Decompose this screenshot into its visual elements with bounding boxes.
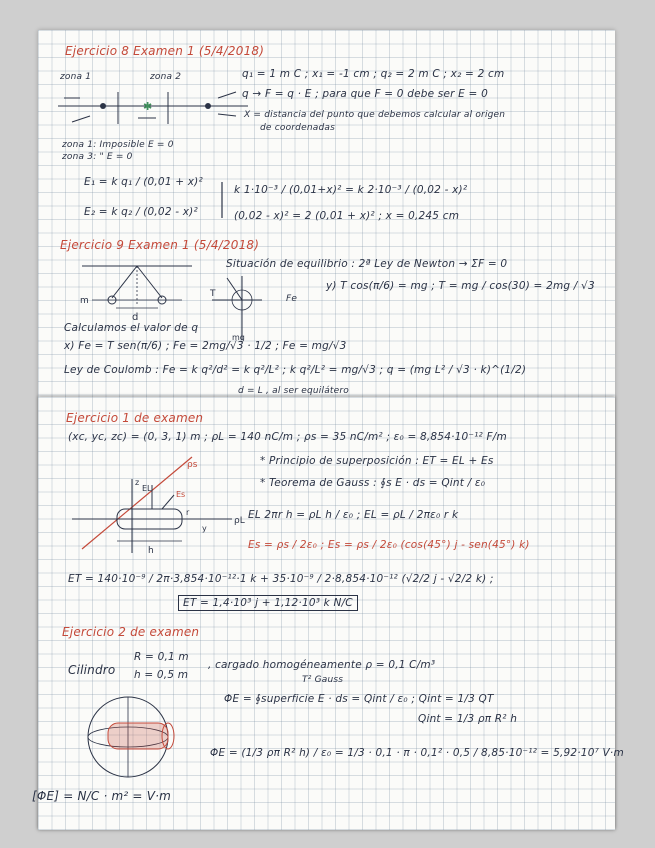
ex9-label-fe: Fe <box>286 294 298 304</box>
ex9-pendulum-diagram <box>62 256 262 346</box>
ex1-superposition: * Principio de superposición : ET = EL + Es <box>260 455 494 467</box>
notebook-page-overlay <box>32 397 624 830</box>
ex9-label-d: d <box>132 312 139 323</box>
ex1-gauss: * Teorema de Gauss : ∮s E · ds = Qint / ε₀ <box>260 477 486 489</box>
ex2-flux: ΦE = ∮superficie E · ds = Qint / ε₀ ; Qint = 1/3 QT <box>224 693 494 705</box>
ex1-label-r: r <box>186 508 190 517</box>
ex2-height: h = 0,5 m <box>134 669 189 681</box>
ex2-tgauss: T² Gauss <box>302 675 344 685</box>
ex1-title: Ejercicio 1 de examen <box>66 411 204 425</box>
ex8-force: q → F = q · E ; para que F = 0 debe ser E = 0 <box>242 88 488 100</box>
charge-q1 <box>100 103 106 109</box>
ex1-label-rhos: ρs <box>187 460 198 470</box>
ex9-equilibrium: Situación de equilibrio : 2ª Ley de Newton → ΣF = 0 <box>226 258 508 270</box>
ex1-label-El: EL <box>142 484 152 493</box>
ex1-es: Es = ρs / 2ε₀ ; Es = ρs / 2ε₀ (cos(45°) j - sen(45°) k) <box>248 539 530 551</box>
ex9-label-T: T <box>210 289 216 299</box>
ex2-qint: Qint = 1/3 ρπ R² h <box>418 713 518 725</box>
ex1-label-h: h <box>148 546 154 556</box>
ex2-sphere-cylinder-diagram <box>78 693 188 783</box>
ex2-radius: R = 0,1 m <box>134 651 189 663</box>
ex8-e2: E₂ = k q₂ / (0,02 - x)² <box>84 206 198 218</box>
ex9-x-eq: x) Fe = T sen(π/6) ; Fe = 2mg/√3 · 1/2 ; Fe = mg/√3 <box>64 340 347 352</box>
ex9-d-equals-l: d = L , al ser equilátero <box>238 386 349 396</box>
ex2-phi: ΦE = (1/3 ρπ R² h) / ε₀ = 1/3 · 0,1 · π · 0,1² · 0,5 / 8,85·10⁻¹² = 5,92·10⁷ V·m <box>210 747 624 759</box>
ex8-data: q₁ = 1 m C ; x₁ = -1 cm ; q₂ = 2 m C ; x₂ = 2 cm <box>242 68 505 80</box>
ex8-eq2: (0,02 - x)² = 2 (0,01 + x)² ; x = 0,245 cm <box>234 210 460 222</box>
ex9-calc: Calculamos el valor de q <box>64 322 199 334</box>
ex8-zona2-label: zona 2 <box>150 72 182 82</box>
ex2-units: [ΦE] = N/C · m² = V·m <box>32 789 172 803</box>
ex8-title: Ejercicio 8 Examen 1 (5/4/2018) <box>65 44 265 58</box>
ex9-coulomb: Ley de Coulomb : Fe = k q²/d² = k q²/L² ; k q²/L² = mg/√3 ; q = (mg L² / √3 · k)^(1/2) <box>64 364 527 376</box>
ex1-data: (xc, yc, zc) = (0, 3, 1) m ; ρL = 140 nC/m ; ρs = 35 nC/m² ; ε₀ = 8,854·10⁻¹² F/m <box>68 431 507 443</box>
ex8-zona3: zona 3: " E = 0 <box>62 152 133 162</box>
svg-text:✱: ✱ <box>143 100 153 113</box>
ex1-el: EL 2πr h = ρL h / ε₀ ; EL = ρL / 2πε₀ r k <box>248 509 459 521</box>
ex2-title: Ejercicio 2 de examen <box>62 625 200 639</box>
ex1-result: ET = 1,4·10³ j + 1,12·10³ k N/C <box>178 595 358 611</box>
ex1-label-y: y <box>202 524 207 533</box>
ex8-zona1-imposible: zona 1: Imposible E = 0 <box>62 140 174 150</box>
ex1-label-Es: Es <box>176 490 186 499</box>
ex2-cilindro: Cilindro <box>68 663 116 677</box>
ex9-y-eq: y) T cos(π/6) = mg ; T = mg / cos(30) = 2mg / √3 <box>326 280 595 292</box>
charge-q2 <box>205 103 211 109</box>
ex1-et: ET = 140·10⁻⁹ / 2π·3,854·10⁻¹²·1 k + 35·10⁻⁹ / 2·8,854·10⁻¹² (√2/2 j - √2/2 k) ; <box>68 573 494 585</box>
ex1-cylinder-plane-diagram <box>62 449 245 559</box>
ex1-label-rhoL: ρL <box>234 516 245 526</box>
ex8-e1: E₁ = k q₁ / (0,01 + x)² <box>84 176 203 188</box>
ex1-label-z: z <box>135 478 140 487</box>
ex8-eq1: k 1·10⁻³ / (0,01+x)² = k 2·10⁻³ / (0,02 - x)² <box>234 184 468 196</box>
ex9-title: Ejercicio 9 Examen 1 (5/4/2018) <box>60 238 260 252</box>
ex8-separator <box>218 180 230 220</box>
ex8-charges-diagram <box>58 84 258 164</box>
ex8-zona1-label: zona 1 <box>60 72 92 82</box>
ex8-xdef-2: de coordenadas <box>260 123 335 133</box>
ex8-xdef-1: X = distancia del punto que debemos calcular al origen <box>244 110 506 120</box>
ex9-label-mg: mg <box>232 333 245 342</box>
ex2-cargado: , cargado homogéneamente ρ = 0,1 C/m³ <box>208 659 436 671</box>
ex9-label-m: m <box>80 296 89 306</box>
